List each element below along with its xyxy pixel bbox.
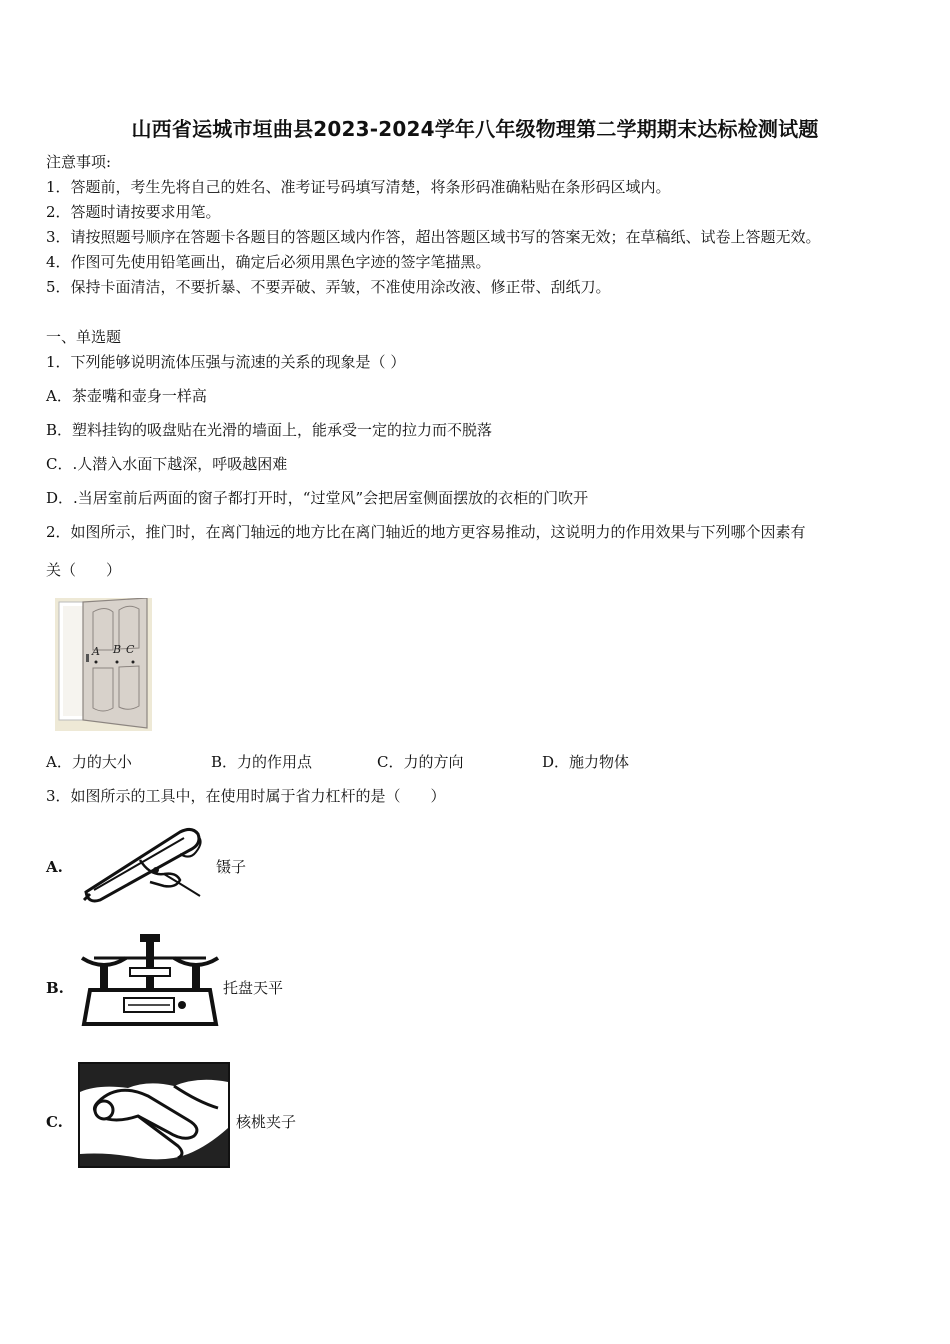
point-c-label: C: [126, 643, 135, 656]
question-1-option-c: C．.人潜入水面下越深，呼吸越困难: [46, 455, 288, 473]
point-b-label: B: [113, 643, 122, 656]
nutcracker-figure: [78, 1062, 230, 1168]
notice-heading: 注意事项:: [46, 153, 112, 171]
point-b-dot: [116, 661, 119, 664]
balance-figure: [80, 928, 220, 1028]
point-c-dot: [132, 661, 135, 664]
question-3-option-b-letter: B.: [46, 979, 64, 997]
question-1-option-d: D．.当居室前后两面的窗子都打开时，“过堂风”会把居室侧面摆放的衣柜的门吹开: [46, 489, 589, 507]
question-2-option-b: B．力的作用点: [211, 753, 313, 771]
section-heading: 一、单选题: [46, 328, 122, 346]
question-3-option-a-label: 镊子: [216, 858, 247, 876]
question-2-stem-continued: 关（ ）: [46, 561, 122, 579]
question-1-option-b: B．塑料挂钩的吸盘贴在光滑的墙面上，能承受一定的拉力而不脱落: [46, 421, 493, 439]
question-3-option-c-letter: C.: [46, 1113, 63, 1131]
page-title: 山西省运城市垣曲县2023-2024学年八年级物理第二学期期末达标检测试题: [131, 117, 819, 141]
notice-item: 2．答题时请按要求用笔。: [46, 203, 221, 221]
notice-item: 4．作图可先使用铅笔画出，确定后必须用黑色字迹的签字笔描黑。: [46, 253, 491, 271]
question-2-option-c: C．力的方向: [377, 753, 464, 771]
question-3-option-b-label: 托盘天平: [223, 979, 284, 997]
notice-item: 1．答题前，考生先将自己的姓名、准考证号码填写清楚，将条形码准确粘贴在条形码区域内。: [46, 178, 671, 196]
question-1-stem: 1．下列能够说明流体压强与流速的关系的现象是（ ）: [46, 353, 406, 371]
question-2-stem: 2．如图所示，推门时，在离门轴远的地方比在离门轴近的地方更容易推动，这说明力的作用效果与下列哪个因素有: [46, 523, 806, 541]
notice-item: 5．保持卡面清洁，不要折暴、不要弄破、弄皱，不准使用涂改液、修正带、刮纸刀。: [46, 278, 611, 296]
question-3-stem: 3．如图所示的工具中，在使用时属于省力杠杆的是（ ）: [46, 787, 446, 805]
question-3-option-a-letter: A.: [46, 858, 63, 876]
question-3-option-c-label: 核桃夹子: [236, 1113, 297, 1131]
question-2-option-a: A．力的大小: [46, 753, 132, 771]
point-a-label: A: [92, 645, 100, 658]
question-1-option-a: A．茶壶嘴和壶身一样高: [46, 387, 207, 405]
notice-item: 3．请按照题号顺序在答题卡各题目的答题区域内作答，超出答题区域书写的答案无效；在草稿纸、试卷上答题无效。: [46, 228, 821, 246]
point-a-dot: [95, 661, 98, 664]
door-figure: [55, 598, 152, 731]
tweezers-figure: [80, 820, 210, 906]
question-2-option-d: D．施力物体: [542, 753, 630, 771]
